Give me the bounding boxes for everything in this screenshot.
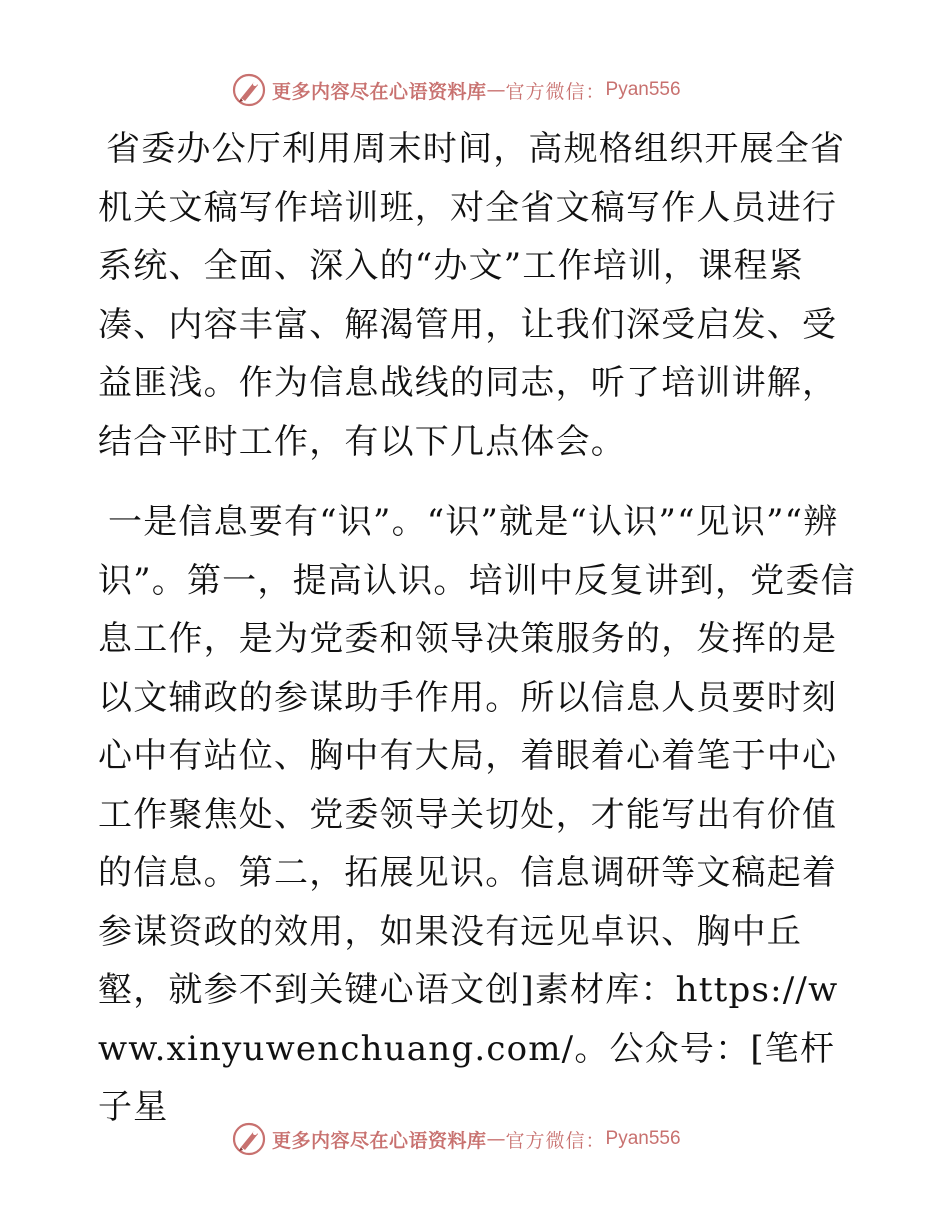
pen-logo-icon	[232, 1122, 266, 1156]
watermark-brand-text: 更多内容尽在心语资料库	[272, 80, 487, 103]
pen-logo-icon	[232, 73, 266, 107]
watermark-wechat-label: 官方微信：	[505, 1129, 606, 1152]
document-body	[98, 120, 858, 1137]
watermark-wechat-id: Pyan556	[605, 79, 681, 100]
watermark-wechat-label: 官方微信：	[505, 80, 606, 103]
footer-watermark	[232, 1121, 732, 1157]
header-watermark	[232, 72, 732, 108]
watermark-separator: —	[486, 79, 506, 101]
watermark-wechat-id: Pyan556	[605, 1128, 681, 1149]
paragraph-intro: 省委办公厅利用周末时间，高规格组织开展全省机关文稿写作培训班，对全省文稿写作人员进行系统、全面、深入的“办文”工作培训，课程紧凑、内容丰富、解渴管用，让我们深受启发、受益匪浅。作为信息战线的同志，听了培训讲解，结合平时工作，有以下几点体会。	[98, 129, 846, 462]
watermark-separator: —	[486, 1128, 506, 1150]
paragraph-point-one: 一是信息要有“识”。“识”就是“认识”“见识”“辨识”。第一，提高认识。培训中反复讲到，党委信息工作，是为党委和领导决策服务的，发挥的是以文辅政的参谋助手作用。所以信息人员要时刻心中有站位、胸中有大局，着眼着心着笔于中心工作聚焦处、党委领导关切处，才能写出有价值的信息。第二，拓展见识。信息调研等文稿起着参谋资政的效用，如果没有远见卓识、胸中丘壑，就参不到关键心语文创]素材库：https://www.xinyuwenchuang.com/。公众号：[笔杆子星	[98, 502, 856, 1127]
watermark-brand-text: 更多内容尽在心语资料库	[272, 1129, 487, 1152]
